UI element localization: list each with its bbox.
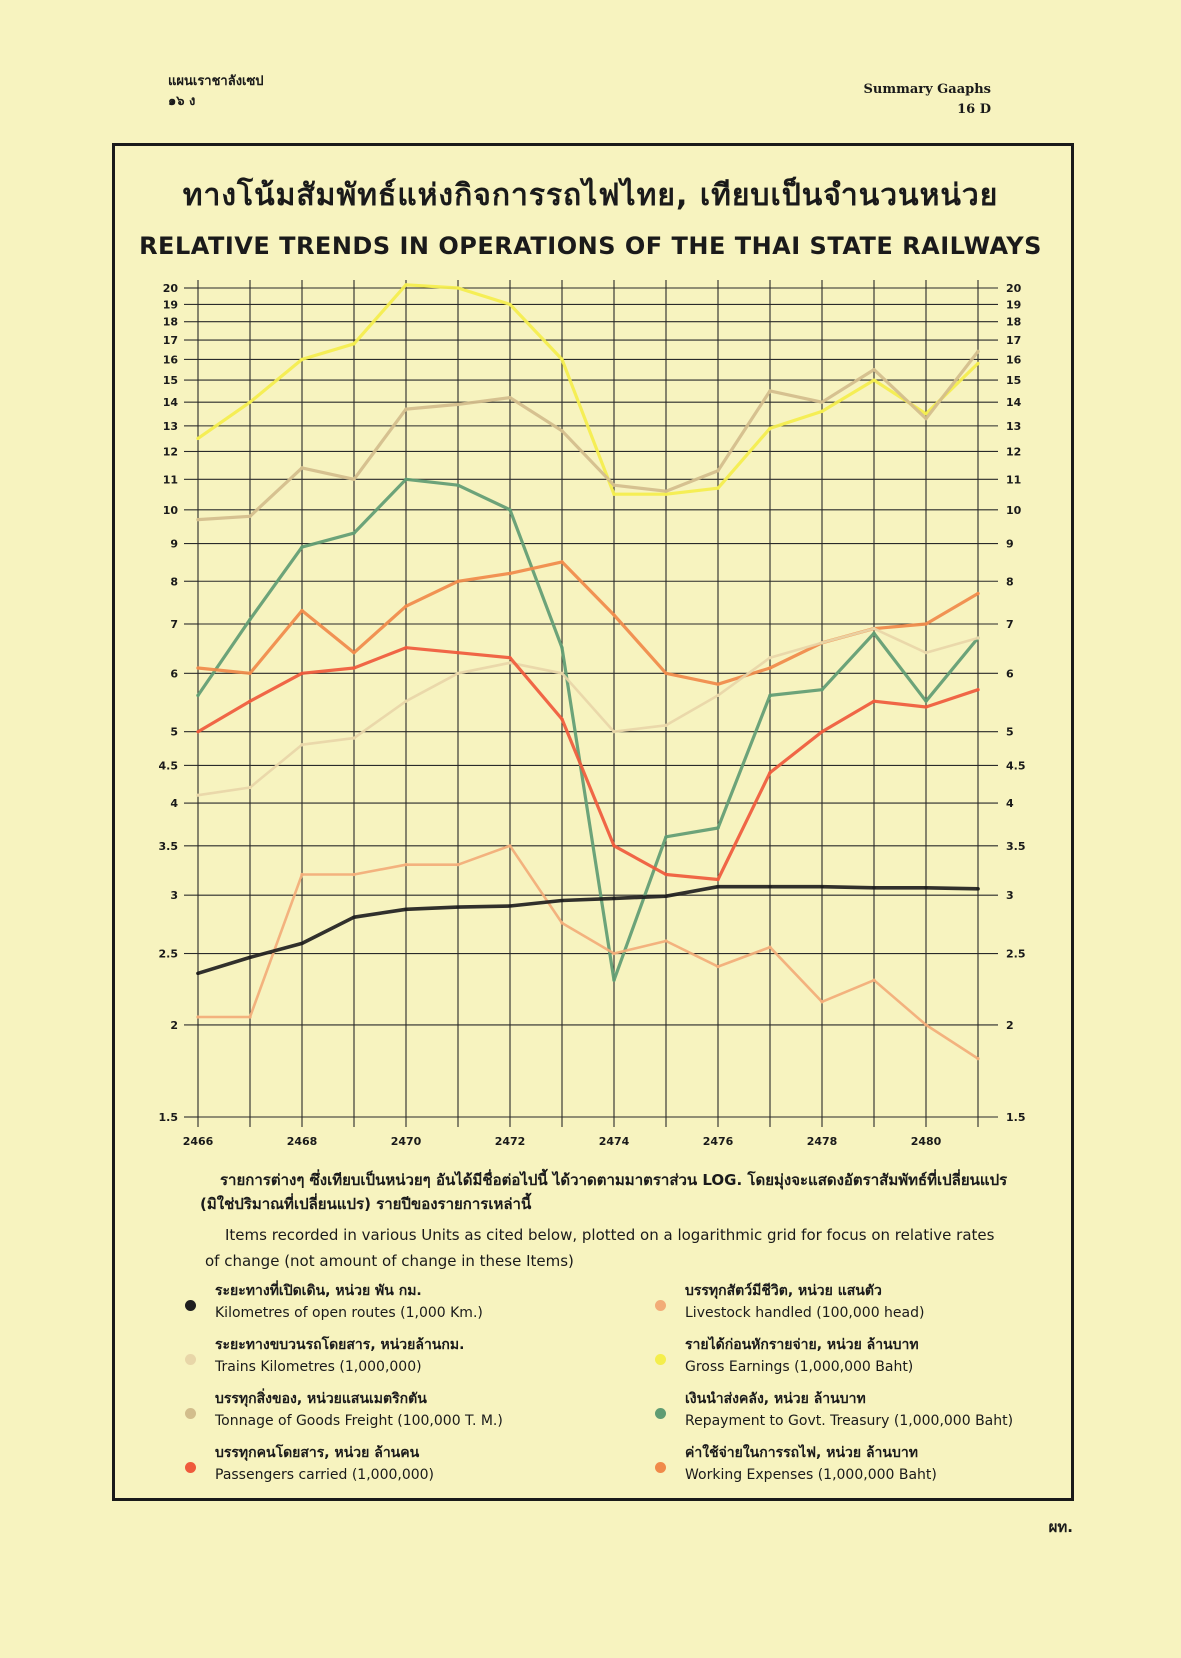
- data-point-tonnage_freight: [768, 389, 771, 392]
- legend-label-english: Trains Kilometres (1,000,000): [215, 1359, 422, 1375]
- y-tick-label-left: 16: [162, 353, 178, 367]
- chart-title-thai: ทางโน้มสัมพัทธ์แห่งกิจการรถไฟไทย, เทียบเป็นจำนวนหน่วย: [182, 178, 999, 213]
- x-tick-label: 2470: [390, 1135, 422, 1148]
- data-point-treasury: [248, 618, 251, 621]
- data-point-livestock: [248, 1015, 251, 1018]
- data-point-livestock: [976, 1057, 979, 1060]
- data-point-km_open_routes: [248, 956, 251, 959]
- data-point-working_expenses: [768, 666, 771, 669]
- y-tick-label-right: 3: [1006, 889, 1014, 903]
- data-point-treasury: [768, 694, 771, 697]
- y-tick-label-left: 8: [170, 575, 178, 589]
- y-tick-label-left: 2.5: [158, 947, 178, 961]
- x-tick-label: 2478: [806, 1135, 838, 1148]
- data-point-passengers: [820, 730, 823, 733]
- y-tick-label-left: 3: [170, 889, 178, 903]
- y-tick-label-right: 9: [1006, 537, 1014, 551]
- data-point-gross_earnings: [404, 283, 407, 286]
- data-point-km_open_routes: [196, 972, 199, 975]
- data-point-passengers: [508, 656, 511, 659]
- data-point-trains_km: [196, 794, 199, 797]
- y-tick-label-right: 15: [1006, 374, 1022, 388]
- data-point-gross_earnings: [508, 303, 511, 306]
- data-point-livestock: [196, 1015, 199, 1018]
- data-point-working_expenses: [612, 613, 615, 616]
- legend-label-thai: บรรทุกคนโดยสาร, หน่วย ล้านคน: [215, 1445, 420, 1461]
- data-point-tonnage_freight: [872, 368, 875, 371]
- y-tick-label-left: 3.5: [158, 839, 178, 853]
- y-tick-label-left: 9: [170, 537, 178, 551]
- data-point-trains_km: [404, 700, 407, 703]
- data-point-trains_km: [976, 636, 979, 639]
- data-point-tonnage_freight: [352, 478, 355, 481]
- data-point-tonnage_freight: [716, 469, 719, 472]
- legend-label-thai: รายได้ก่อนหักรายจ่าย, หน่วย ล้านบาท: [685, 1337, 919, 1353]
- header-right-line2: 16 D: [957, 102, 991, 117]
- x-tick-label: 2466: [182, 1135, 214, 1148]
- y-tick-label-right: 2.5: [1006, 947, 1026, 961]
- data-point-livestock: [560, 921, 563, 924]
- y-tick-label-right: 3.5: [1006, 839, 1026, 853]
- data-point-passengers: [404, 646, 407, 649]
- data-point-livestock: [664, 939, 667, 942]
- data-point-livestock: [508, 844, 511, 847]
- data-point-livestock: [924, 1023, 927, 1026]
- data-point-trains_km: [300, 743, 303, 746]
- legend-label-english: Kilometres of open routes (1,000 Km.): [215, 1305, 483, 1321]
- data-point-km_open_routes: [456, 906, 459, 909]
- data-point-tonnage_freight: [924, 417, 927, 420]
- series-line-gross_earnings: [198, 285, 978, 494]
- y-tick-label-left: 6: [170, 667, 178, 681]
- data-point-trains_km: [352, 737, 355, 740]
- y-tick-label-left: 1.5: [158, 1111, 178, 1124]
- y-tick-label-left: 5: [170, 725, 178, 739]
- data-point-trains_km: [872, 627, 875, 630]
- data-point-treasury: [924, 700, 927, 703]
- legend-dot: [185, 1300, 196, 1311]
- header-left-line1: แผนเราชาลังเซป: [168, 74, 264, 89]
- legend-dot: [185, 1462, 196, 1473]
- data-point-working_expenses: [716, 683, 719, 686]
- legend-label-thai: บรรทุกสัตว์มีชีวิต, หน่วย แสนตัว: [685, 1283, 882, 1299]
- data-point-trains_km: [508, 661, 511, 664]
- y-tick-label-right: 5: [1006, 725, 1014, 739]
- data-point-passengers: [352, 666, 355, 669]
- data-point-km_open_routes: [820, 885, 823, 888]
- data-point-passengers: [768, 771, 771, 774]
- data-point-livestock: [820, 1000, 823, 1003]
- y-tick-label-right: 20: [1006, 282, 1022, 295]
- y-tick-label-right: 11: [1006, 473, 1022, 487]
- y-tick-label-right: 19: [1006, 298, 1022, 312]
- series-line-passengers: [198, 648, 978, 880]
- data-point-tonnage_freight: [560, 429, 563, 432]
- data-point-tonnage_freight: [820, 401, 823, 404]
- y-tick-label-left: 4.5: [158, 759, 178, 773]
- data-point-treasury: [872, 632, 875, 635]
- data-point-treasury: [196, 694, 199, 697]
- header-left-line2: ๑๖ ง: [168, 94, 196, 109]
- y-tick-label-left: 20: [162, 282, 178, 295]
- data-point-working_expenses: [248, 672, 251, 675]
- y-tick-label-right: 1.5: [1006, 1111, 1026, 1124]
- series-line-livestock: [198, 846, 978, 1059]
- legend-label-thai: บรรทุกสิ่งของ, หน่วยแสนเมตริกตัน: [215, 1391, 427, 1407]
- note-thai: รายการต่างๆ ซึ่งเทียบเป็นหน่วยๆ อันได้มีชื่อต่อไปนี้ ได้วาดตามมาตราส่วน LOG. โดยมุ่งจะแสดงอัตราสัมพัทธ์ที่เปลี่ยนแปร (มิใช่ปริมาณที่เปลี่ยนแปร) รายปีของรายการเหล่านี้: [200, 1171, 1008, 1213]
- data-point-working_expenses: [456, 580, 459, 583]
- data-point-gross_earnings: [768, 427, 771, 430]
- data-point-km_open_routes: [976, 887, 979, 890]
- data-point-trains_km: [612, 730, 615, 733]
- data-point-trains_km: [768, 656, 771, 659]
- data-point-trains_km: [560, 672, 563, 675]
- y-tick-label-left: 13: [162, 419, 178, 433]
- data-point-trains_km: [924, 651, 927, 654]
- legend-dot: [655, 1408, 666, 1419]
- legend-label-english: Passengers carried (1,000,000): [215, 1467, 435, 1483]
- y-tick-label-right: 13: [1006, 419, 1022, 433]
- x-tick-label: 2476: [702, 1135, 734, 1148]
- y-tick-label-left: 12: [162, 445, 178, 459]
- y-tick-label-right: 10: [1006, 503, 1022, 517]
- data-point-gross_earnings: [976, 362, 979, 365]
- data-point-tonnage_freight: [664, 490, 667, 493]
- data-point-gross_earnings: [664, 493, 667, 496]
- data-point-working_expenses: [508, 572, 511, 575]
- data-point-tonnage_freight: [976, 350, 979, 353]
- data-point-working_expenses: [300, 609, 303, 612]
- y-tick-label-left: 19: [162, 298, 178, 312]
- page-mark: ผท.: [1048, 1518, 1073, 1536]
- data-point-km_open_routes: [768, 885, 771, 888]
- y-tick-label-right: 2: [1006, 1018, 1014, 1032]
- y-tick-label-right: 17: [1006, 334, 1022, 348]
- data-point-trains_km: [716, 694, 719, 697]
- data-point-working_expenses: [404, 605, 407, 608]
- data-point-livestock: [352, 873, 355, 876]
- legend-dot: [655, 1354, 666, 1365]
- data-point-livestock: [716, 965, 719, 968]
- data-point-treasury: [508, 508, 511, 511]
- data-point-passengers: [560, 718, 563, 721]
- data-point-treasury: [300, 546, 303, 549]
- series-line-km_open_routes: [198, 887, 978, 974]
- data-point-working_expenses: [664, 672, 667, 675]
- data-point-tonnage_freight: [300, 466, 303, 469]
- data-point-passengers: [716, 878, 719, 881]
- y-tick-label-right: 16: [1006, 353, 1022, 367]
- data-point-trains_km: [456, 672, 459, 675]
- y-tick-label-right: 6: [1006, 667, 1014, 681]
- data-point-tonnage_freight: [404, 407, 407, 410]
- data-point-km_open_routes: [924, 886, 927, 889]
- data-point-working_expenses: [352, 651, 355, 654]
- y-tick-label-left: 10: [162, 503, 178, 517]
- data-point-passengers: [300, 672, 303, 675]
- data-point-livestock: [404, 863, 407, 866]
- y-tick-label-right: 8: [1006, 575, 1014, 589]
- data-point-treasury: [404, 478, 407, 481]
- chart-title: RELATIVE TRENDS IN OPERATIONS OF THE THAI STATE RAILWAYS: [139, 232, 1042, 260]
- series-line-treasury: [198, 479, 978, 980]
- y-tick-label-left: 17: [162, 334, 178, 348]
- legend-label-thai: ระยะทางที่เปิดเดิน, หน่วย พัน กม.: [215, 1283, 422, 1299]
- data-point-passengers: [976, 688, 979, 691]
- data-point-treasury: [716, 826, 719, 829]
- header-right-line1: Summary Gaaphs: [863, 82, 991, 97]
- legend-label-thai: เงินนำส่งคลัง, หน่วย ล้านบาท: [685, 1391, 866, 1407]
- legend-label-english: Tonnage of Goods Freight (100,000 T. M.): [215, 1413, 503, 1429]
- legend-label-english: Livestock handled (100,000 head): [685, 1305, 925, 1321]
- series-line-trains_km: [198, 629, 978, 796]
- data-point-passengers: [456, 651, 459, 654]
- legend-dot: [655, 1300, 666, 1311]
- data-point-passengers: [612, 844, 615, 847]
- data-point-working_expenses: [924, 622, 927, 625]
- data-point-tonnage_freight: [248, 515, 251, 518]
- data-point-km_open_routes: [352, 916, 355, 919]
- legend-label-english: Working Expenses (1,000,000 Baht): [685, 1467, 937, 1483]
- legend-label-thai: ค่าใช้จ่ายในการรถไฟ, หน่วย ล้านบาท: [685, 1445, 918, 1461]
- data-point-passengers: [664, 873, 667, 876]
- legend-dot: [655, 1462, 666, 1473]
- x-tick-label: 2468: [286, 1135, 318, 1148]
- data-point-livestock: [300, 873, 303, 876]
- y-tick-label-right: 4.5: [1006, 759, 1026, 773]
- data-point-treasury: [456, 484, 459, 487]
- data-point-treasury: [664, 835, 667, 838]
- data-point-passengers: [248, 700, 251, 703]
- note-english: Items recorded in various Units as cited below, plotted on a logarithmic grid for focus on relative rates of change (not amount of change in these Items): [205, 1226, 995, 1270]
- data-point-passengers: [924, 705, 927, 708]
- series-line-working_expenses: [198, 562, 978, 684]
- data-point-km_open_routes: [508, 904, 511, 907]
- data-point-working_expenses: [196, 666, 199, 669]
- data-point-gross_earnings: [820, 410, 823, 413]
- data-point-gross_earnings: [872, 378, 875, 381]
- legend-dot: [185, 1354, 196, 1365]
- y-tick-label-left: 15: [162, 374, 178, 388]
- data-point-km_open_routes: [300, 942, 303, 945]
- data-point-tonnage_freight: [196, 518, 199, 521]
- data-point-treasury: [352, 531, 355, 534]
- legend-label-thai: ระยะทางขบวนรถโดยสาร, หน่วยล้านกม.: [215, 1337, 465, 1353]
- data-point-gross_earnings: [456, 286, 459, 289]
- legend-dot: [185, 1408, 196, 1419]
- data-point-gross_earnings: [352, 342, 355, 345]
- data-point-gross_earnings: [300, 358, 303, 361]
- y-tick-label-left: 11: [162, 473, 178, 487]
- data-point-km_open_routes: [872, 886, 875, 889]
- legend-label-english: Gross Earnings (1,000,000 Baht): [685, 1359, 914, 1375]
- y-tick-label-left: 14: [162, 396, 178, 410]
- data-point-passengers: [872, 700, 875, 703]
- data-point-livestock: [768, 946, 771, 949]
- data-point-gross_earnings: [560, 358, 563, 361]
- data-point-treasury: [612, 979, 615, 982]
- data-point-gross_earnings: [248, 401, 251, 404]
- data-point-km_open_routes: [664, 895, 667, 898]
- y-tick-label-right: 12: [1006, 445, 1022, 459]
- y-tick-label-left: 7: [170, 617, 178, 631]
- data-point-treasury: [560, 646, 563, 649]
- data-point-gross_earnings: [612, 493, 615, 496]
- y-tick-label-right: 7: [1006, 617, 1014, 631]
- data-point-trains_km: [248, 786, 251, 789]
- data-point-trains_km: [820, 641, 823, 644]
- data-point-livestock: [456, 863, 459, 866]
- y-tick-label-left: 4: [170, 797, 178, 811]
- data-point-working_expenses: [560, 560, 563, 563]
- data-point-treasury: [820, 688, 823, 691]
- x-tick-label: 2480: [910, 1135, 942, 1148]
- data-point-trains_km: [664, 724, 667, 727]
- data-point-km_open_routes: [612, 897, 615, 900]
- data-point-livestock: [612, 952, 615, 955]
- y-tick-label-left: 2: [170, 1018, 178, 1032]
- series-line-tonnage_freight: [198, 352, 978, 520]
- legend-label-english: Repayment to Govt. Treasury (1,000,000 Baht): [685, 1413, 1014, 1429]
- data-point-tonnage_freight: [456, 403, 459, 406]
- data-point-working_expenses: [976, 592, 979, 595]
- data-point-livestock: [872, 979, 875, 982]
- data-point-passengers: [196, 730, 199, 733]
- data-point-km_open_routes: [404, 908, 407, 911]
- data-point-tonnage_freight: [612, 484, 615, 487]
- data-point-gross_earnings: [196, 437, 199, 440]
- data-point-tonnage_freight: [508, 396, 511, 399]
- data-point-km_open_routes: [560, 899, 563, 902]
- y-tick-label-left: 18: [162, 315, 178, 329]
- x-tick-label: 2474: [598, 1135, 630, 1148]
- data-point-gross_earnings: [716, 487, 719, 490]
- y-tick-label-right: 14: [1006, 396, 1022, 410]
- x-tick-label: 2472: [494, 1135, 526, 1148]
- y-tick-label-right: 4: [1006, 797, 1014, 811]
- y-tick-label-right: 18: [1006, 315, 1022, 329]
- data-point-km_open_routes: [716, 885, 719, 888]
